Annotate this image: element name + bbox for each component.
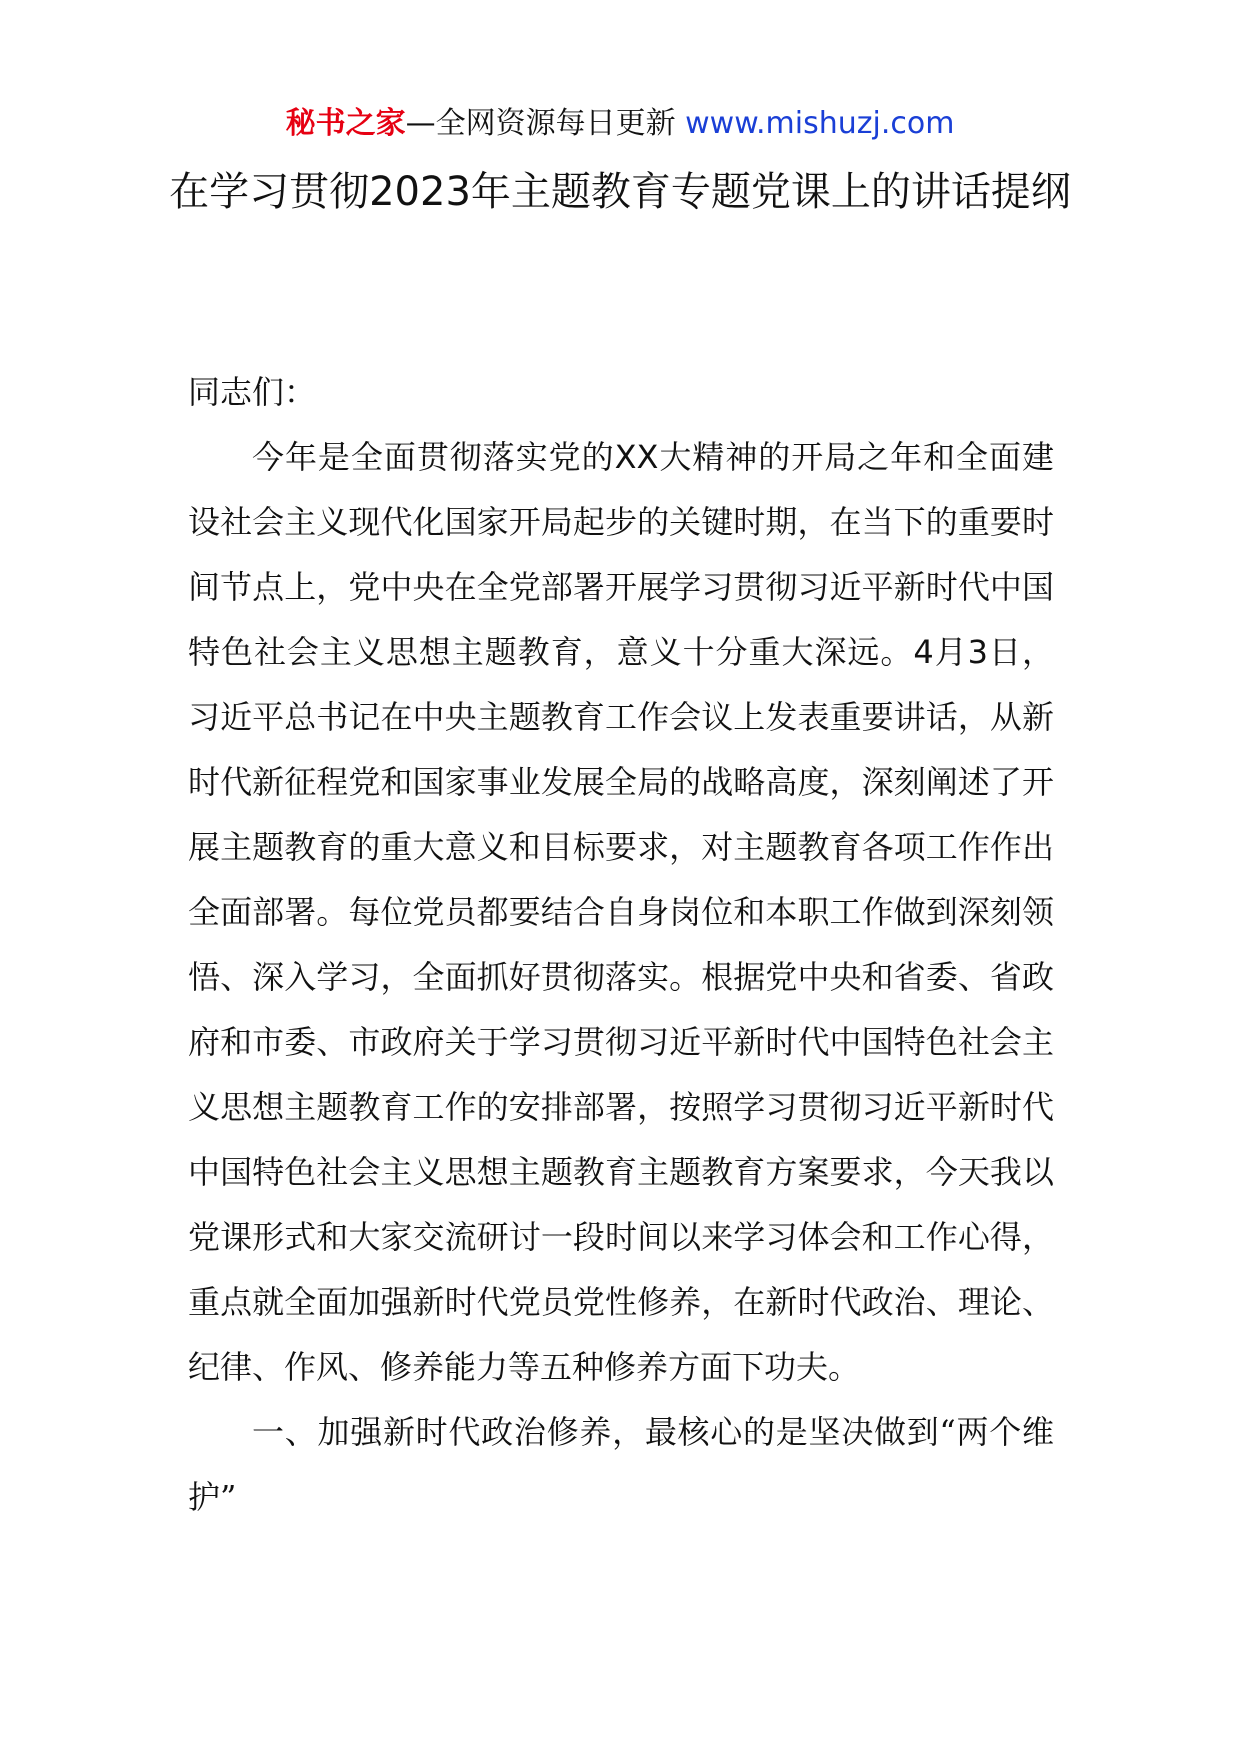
site-header [0, 100, 1240, 148]
site-url-link[interactable]: www.mishuzj.com [685, 106, 955, 141]
document-body [188, 360, 1054, 1530]
body-paragraph: 今年是全面贯彻落实党的XX大精神的开局之年和全面建设社会主义现代化国家开局起步的关键时期，在当下的重要时间节点上，党中央在全党部署开展学习贯彻习近平新时代中国特色社会主义思想主题教育，意义十分重大深远。4月3日，习近平总书记在中央主题教育工作会议上发表重要讲话，从新时代新征程党和国家事业发展全局的战略高度，深刻阐述了开展主题教育的重大意义和目标要求，对主题教育各项工作作出全面部署。每位党员都要结合自身岗位和本职工作做到深刻领悟、深入学习，全面抓好贯彻落实。根据党中央和省委、省政府和市委、市政府关于学习贯彻习近平新时代中国特色社会主义思想主题教育工作的安排部署，按照学习贯彻习近平新时代中国特色社会主义思想主题教育主题教育方案要求，今天我以党课形式和大家交流研讨一段时间以来学习体会和工作心得，重点就全面加强新时代党员党性修养，在新时代政治、理论、纪律、作风、修养能力等五种修养方面下功夫。 [188, 438, 1054, 1386]
salutation: 同志们： [188, 373, 317, 411]
site-brand: 秘书之家 [285, 106, 406, 141]
document-title: 在学习贯彻2023年主题教育专题党课上的讲话提纲 [169, 169, 1071, 215]
site-slogan: —全网资源每日更新 [405, 106, 676, 141]
section-heading: 一、加强新时代政治修养，最核心的是坚决做到“两个维护” [188, 1413, 1054, 1516]
